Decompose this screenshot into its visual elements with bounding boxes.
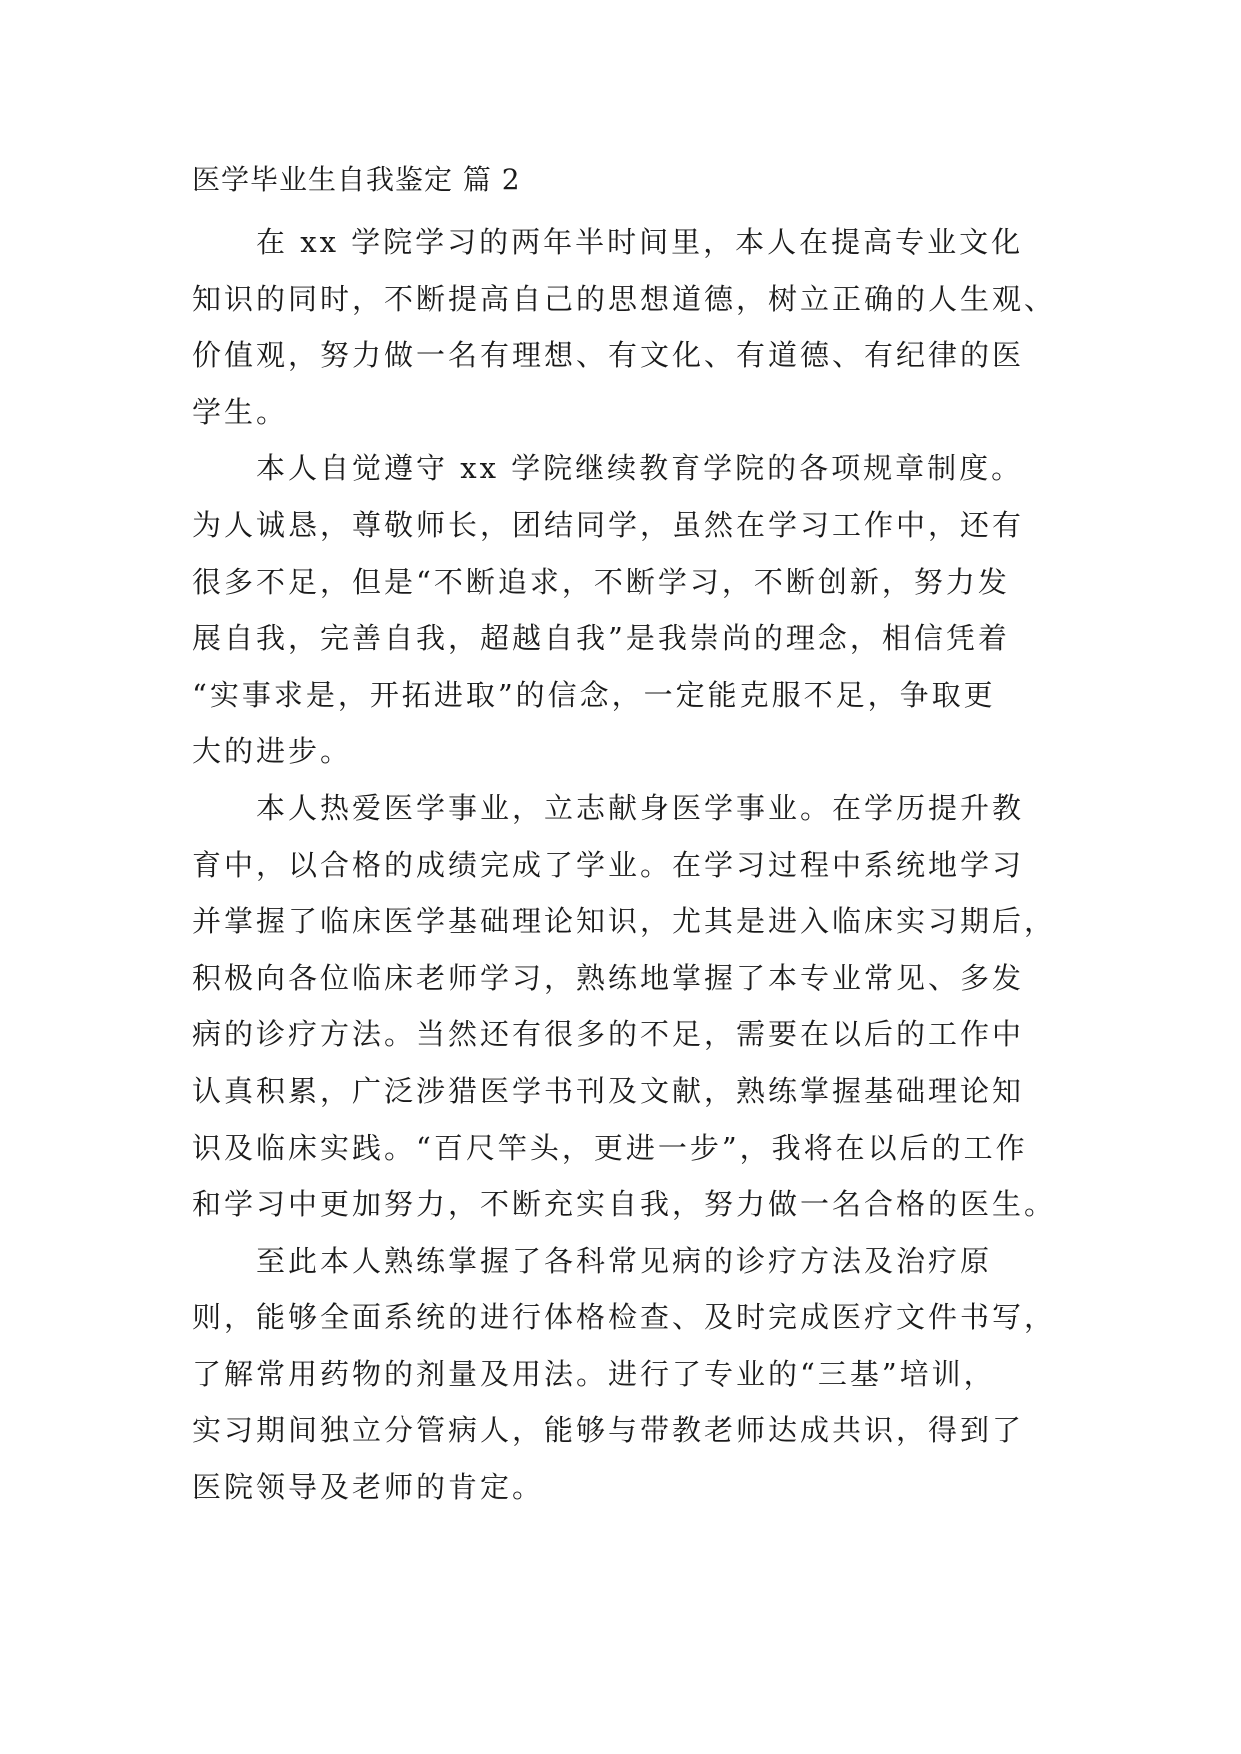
paragraph-line: 和学习中更加努力，不断充实自我，努力做一名合格的医生。 (192, 1187, 1057, 1222)
paragraph-line: 为人诚恳，尊敬师长，团结同学，虽然在学习工作中，还有 (192, 507, 1025, 542)
paragraph-line: 本人热爱医学事业，立志献身医学事业。在学历提升教 (256, 790, 1025, 825)
paragraph-line: 至此本人熟练掌握了各科常见病的诊疗方法及治疗原 (256, 1243, 993, 1278)
paragraph-1 (192, 214, 1057, 440)
paragraph-line: 展自我，完善自我，超越自我”是我崇尚的理念，相信凭着 (192, 621, 1010, 656)
paragraph-line: 则，能够全面系统的进行体格检查、及时完成医疗文件书写， (192, 1300, 1057, 1335)
paragraph-line: 并掌握了临床医学基础理论知识，尤其是进入临床实习期后， (192, 904, 1057, 939)
paragraph-line: 大的进步。 (192, 734, 353, 769)
paragraph-line: 育中，以合格的成绩完成了学业。在学习过程中系统地学习 (192, 847, 1025, 882)
paragraph-2 (192, 440, 1052, 780)
paragraph-line: 积极向各位临床老师学习，熟练地掌握了本专业常见、多发 (192, 960, 1025, 995)
document-title: 医学毕业生自我鉴定 篇 2 (192, 163, 521, 196)
paragraph-line: 在 xx 学院学习的两年半时间里，本人在提高专业文化 (256, 225, 1024, 259)
paragraph-line: 了解常用药物的剂量及用法。进行了专业的“三基”培训， (192, 1356, 996, 1391)
paragraph-line: 价值观，努力做一名有理想、有文化、有道德、有纪律的医 (192, 338, 1025, 373)
paragraph-line: 实习期间独立分管病人，能够与带教老师达成共识，得到了 (192, 1413, 1025, 1448)
paragraph-line: 本人自觉遵守 xx 学院继续教育学院的各项规章制度。 (256, 451, 1024, 486)
paragraph-line: 知识的同时，不断提高自己的思想道德，树立正确的人生观、 (192, 281, 1057, 316)
paragraph-line: 很多不足，但是“不断追求，不断学习，不断创新，努力发 (192, 564, 1010, 599)
paragraph-3 (192, 780, 1057, 1233)
paragraph-line: 认真积累，广泛涉猎医学书刊及文献，熟练掌握基础理论知 (192, 1073, 1025, 1108)
paragraph-line: 识及临床实践。“百尺竿头，更进一步”，我将在以后的工作 (192, 1130, 1028, 1165)
document-body (192, 160, 1057, 1516)
paragraph-4 (192, 1233, 1057, 1516)
paragraph-line: 病的诊疗方法。当然还有很多的不足，需要在以后的工作中 (192, 1017, 1025, 1052)
paragraph-line: 学生。 (192, 394, 289, 429)
paragraph-line: “实事求是，开拓进取”的信念，一定能克服不足，争取更 (192, 677, 996, 712)
paragraph-line: 医院领导及老师的肯定。 (192, 1470, 545, 1505)
